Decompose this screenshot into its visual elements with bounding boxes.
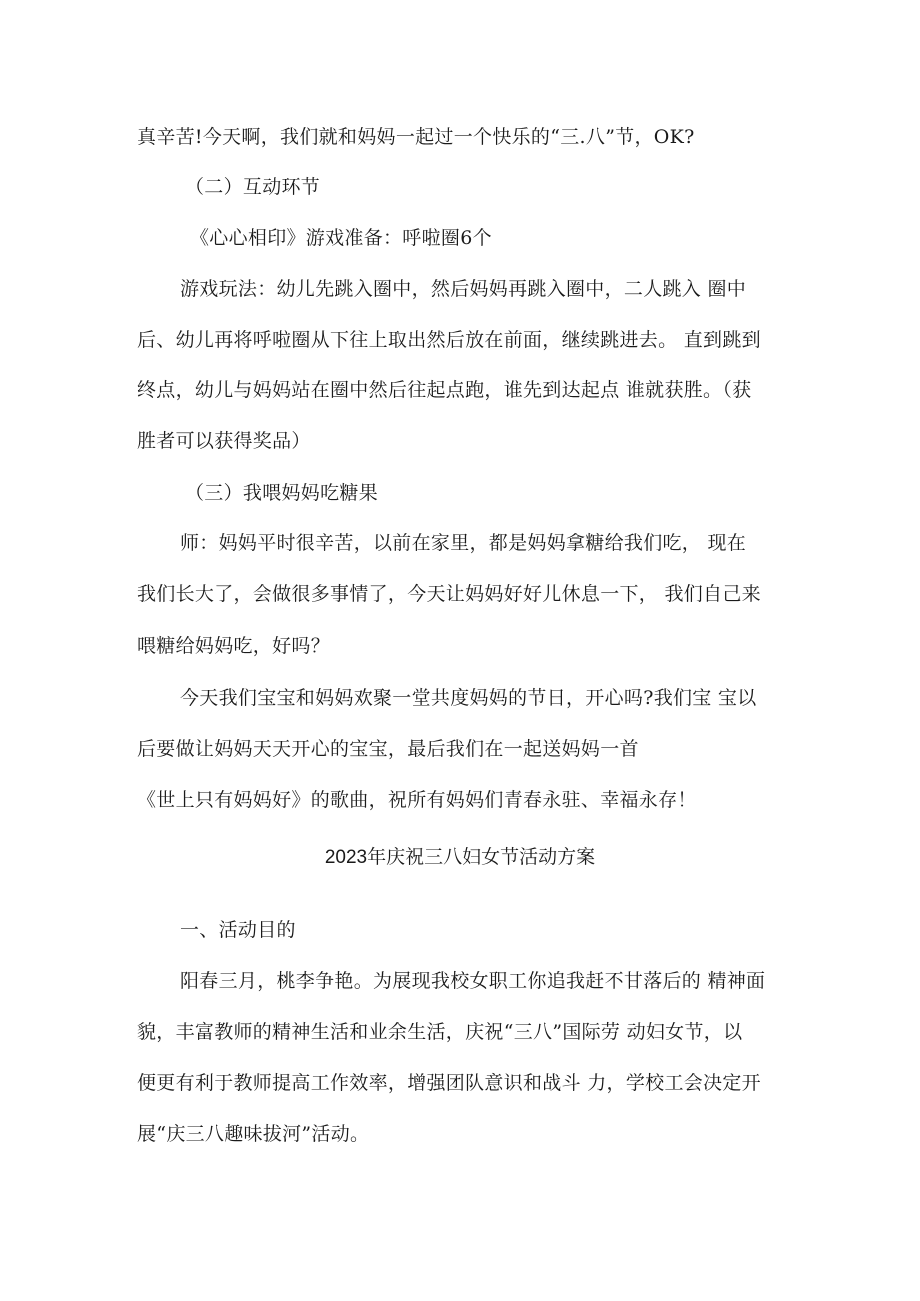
closing-line: 今天我们宝宝和妈妈欢聚一堂共度妈妈的节日，开心吗?我们宝 宝以	[180, 687, 757, 709]
teacher-line: 师：妈妈平时很辛苦，以前在家里，都是妈妈拿糖给我们吃， 现在	[180, 532, 747, 554]
game-rules-line: 终点，幼儿与妈妈站在圈中然后往起点跑，谁先到达起点 谁就获胜。（获	[137, 379, 752, 401]
section-heading-interaction: （二）互动环节	[185, 176, 321, 198]
game-rules-line: 胜者可以获得奖品）	[137, 430, 311, 452]
purpose-line: 便更有利于教师提高工作效率，增强团队意识和战斗 力，学校工会决定开	[137, 1072, 761, 1094]
teacher-line: 我们长大了，会做很多事情了，今天让妈妈好好儿休息一下， 我们自己来	[137, 583, 761, 605]
game-rules-line: 后、幼儿再将呼啦圈从下往上取出然后放在前面，继续跳进去。 直到跳到	[137, 329, 761, 351]
game-preparation: 《心心相印》游戏准备：呼啦圈6个	[190, 227, 492, 249]
purpose-line: 展“庆三八趣味拔河”活动。	[137, 1123, 370, 1145]
section-heading-candy: （三）我喂妈妈吃糖果	[185, 482, 379, 504]
purpose-line: 阳春三月，桃李争艳。为展现我校女职工你追我赶不甘落后的 精神面	[180, 970, 766, 992]
teacher-line: 喂糖给妈妈吃，好吗？	[137, 635, 331, 657]
document-title: 2023年庆祝三八妇女节活动方案	[324, 847, 596, 868]
game-rules-line: 游戏玩法：幼儿先跳入圈中，然后妈妈再跳入圈中，二人跳入 圈中	[180, 278, 747, 300]
paragraph-line: 真辛苦!今天啊，我们就和妈妈一起过一个快乐的“三.八”节，OK?	[137, 126, 695, 148]
closing-line: 《世上只有妈妈好》的歌曲，祝所有妈妈们青春永驻、幸福永存！	[137, 789, 697, 811]
purpose-line: 貌，丰富教师的精神生活和业余生活，庆祝“三八”国际劳 动妇女节，以	[137, 1021, 743, 1043]
section-heading-purpose: 一、活动目的	[180, 919, 296, 941]
closing-line: 后要做让妈妈天天开心的宝宝，最后我们在一起送妈妈一首	[137, 738, 639, 760]
